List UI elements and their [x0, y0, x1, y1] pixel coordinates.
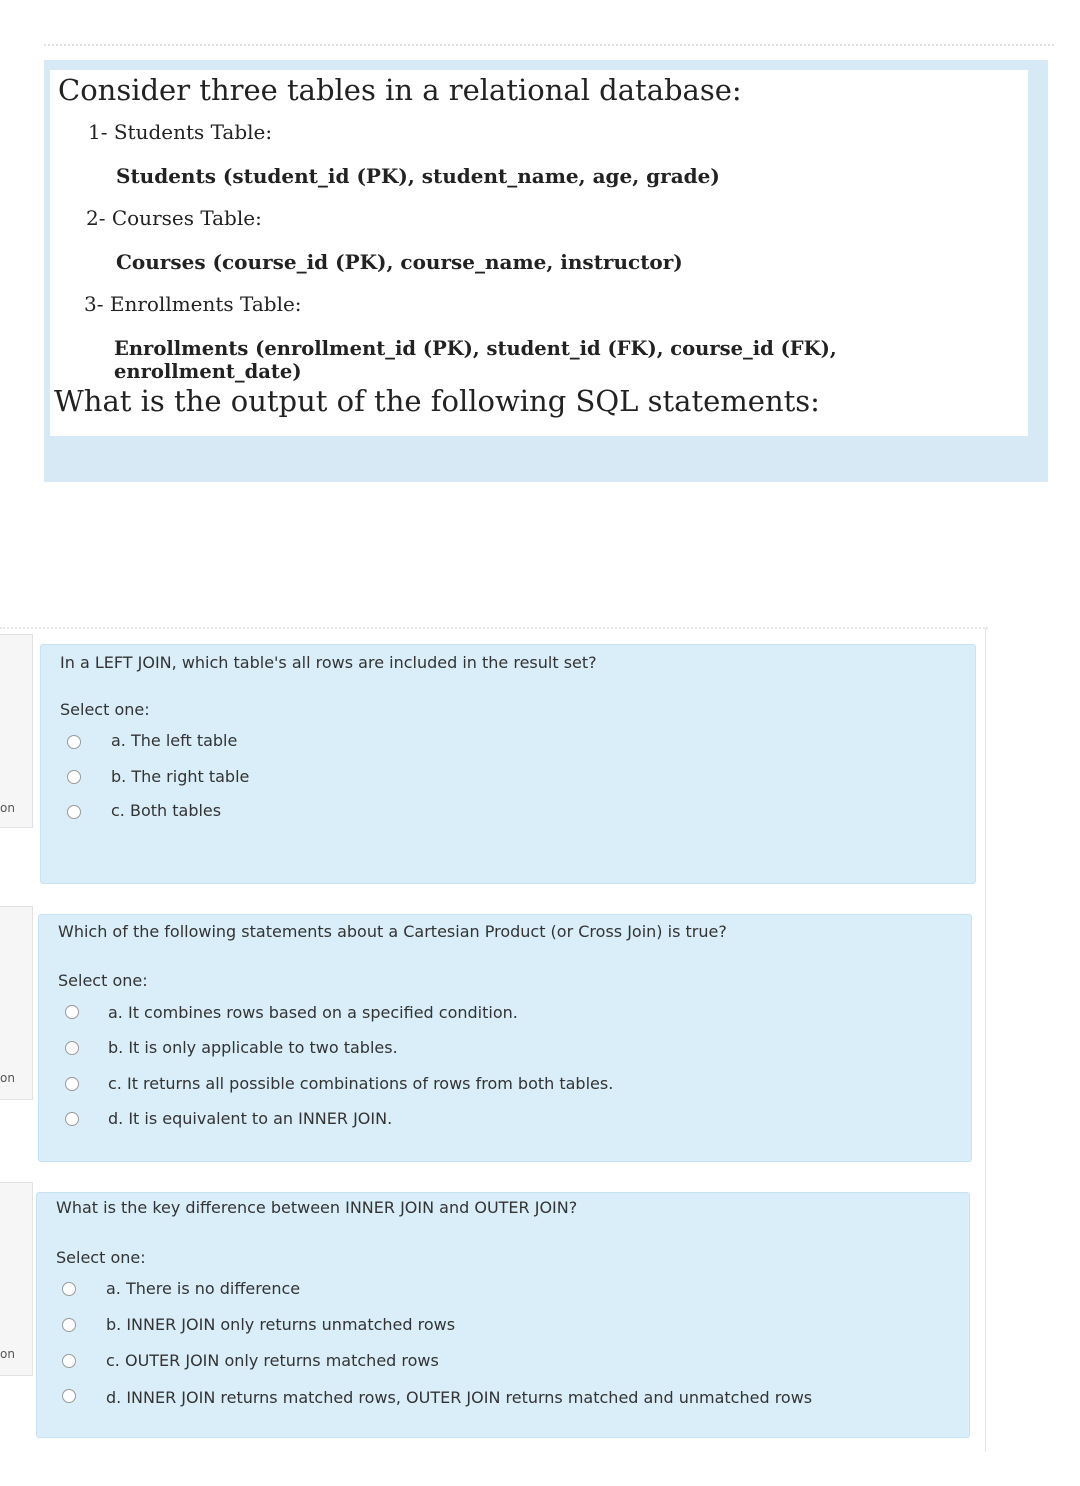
option-label-d[interactable]: d. It is equivalent to an INNER JOIN. — [108, 1109, 393, 1128]
radio-option-b[interactable] — [67, 770, 81, 784]
option-label-a[interactable]: a. There is no difference — [106, 1279, 301, 1298]
question-info-label: on — [0, 1347, 15, 1361]
intro-heading: Consider three tables in a relational database: — [58, 73, 742, 107]
question-info-label: on — [0, 1071, 15, 1085]
top-divider — [44, 44, 1054, 50]
section-divider — [0, 627, 988, 632]
question-text-1: In a LEFT JOIN, which table's all rows are included in the result set? — [60, 653, 597, 672]
option-label-c[interactable]: c. OUTER JOIN only returns matched rows — [106, 1351, 439, 1370]
select-one-label: Select one: — [60, 700, 150, 719]
radio-option-c[interactable] — [67, 805, 81, 819]
option-label-b[interactable]: b. It is only applicable to two tables. — [108, 1038, 398, 1057]
radio-option-a[interactable] — [62, 1282, 76, 1296]
table-schema-students: Students (student_id (PK), student_name, age, grade) — [116, 164, 720, 188]
table-label-enrollments: 3- Enrollments Table: — [84, 292, 302, 316]
radio-option-a[interactable] — [65, 1005, 79, 1019]
question-text-3: What is the key difference between INNER JOIN and OUTER JOIN? — [56, 1198, 578, 1217]
option-label-b[interactable]: b. INNER JOIN only returns unmatched rows — [106, 1315, 456, 1334]
question-info-stub-1 — [0, 634, 33, 828]
radio-option-c[interactable] — [65, 1077, 79, 1091]
select-one-label: Select one: — [58, 971, 148, 990]
question-info-stub-3 — [0, 1182, 33, 1376]
table-schema-courses: Courses (course_id (PK), course_name, instructor) — [116, 250, 683, 274]
option-label-c[interactable]: c. It returns all possible combinations of rows from both tables. — [108, 1074, 614, 1093]
table-label-students: 1- Students Table: — [88, 120, 273, 144]
intro-content — [50, 70, 1028, 436]
intro-question: What is the output of the following SQL statements: — [54, 384, 820, 418]
option-label-b[interactable]: b. The right table — [111, 767, 250, 786]
content-border — [985, 628, 986, 1452]
question-info-stub-2 — [0, 906, 33, 1100]
question-info-label: on — [0, 801, 15, 815]
radio-option-a[interactable] — [67, 735, 81, 749]
question-text-2: Which of the following statements about a Cartesian Product (or Cross Join) is true? — [58, 922, 727, 941]
table-label-courses: 2- Courses Table: — [86, 206, 262, 230]
radio-option-b[interactable] — [62, 1318, 76, 1332]
table-schema-enrollments: Enrollments (enrollment_id (PK), student_id (FK), course_id (FK), enrollment_date) — [114, 337, 837, 383]
radio-option-b[interactable] — [65, 1041, 79, 1055]
option-label-c[interactable]: c. Both tables — [111, 801, 222, 820]
radio-option-d[interactable] — [65, 1112, 79, 1126]
select-one-label: Select one: — [56, 1248, 146, 1267]
question-card-1 — [40, 644, 976, 884]
option-label-a[interactable]: a. The left table — [111, 731, 238, 750]
option-label-a[interactable]: a. It combines rows based on a specified condition. — [108, 1003, 518, 1022]
radio-option-c[interactable] — [62, 1354, 76, 1368]
option-label-d[interactable]: d. INNER JOIN returns matched rows, OUTER JOIN returns matched and unmatched rows — [106, 1388, 813, 1407]
radio-option-d[interactable] — [62, 1389, 76, 1403]
